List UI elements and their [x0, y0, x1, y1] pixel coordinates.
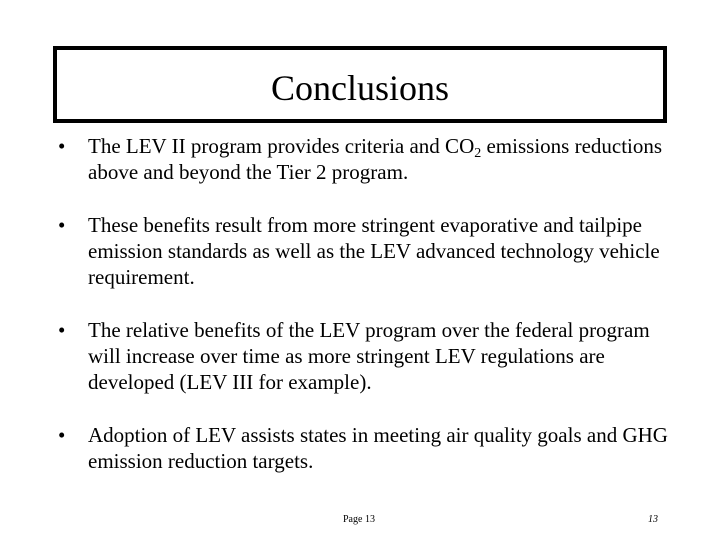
footer-page-label: Page 13 [343, 514, 375, 525]
bullet-dot: • [58, 213, 66, 237]
title-box [53, 46, 667, 123]
bullet-item-2 [56, 212, 676, 290]
bullet-item-1 [56, 133, 676, 185]
bullet-item-3 [56, 317, 676, 395]
bullet-text-1-part-a: The LEV II program provides criteria and CO [88, 134, 475, 158]
footer-slide-number: 13 [648, 514, 658, 525]
bullet-dot: • [58, 423, 66, 447]
bullet-text-3: The relative benefits of the LEV program over the federal program will increase over time as more stringent LEV regulations are developed (LEV III for example). [88, 318, 650, 394]
co2-subscript: 2 [474, 146, 482, 161]
bullet-text-4: Adoption of LEV assists states in meeting air quality goals and GHG emission reduction targets. [88, 423, 668, 473]
bullet-item-4 [56, 422, 676, 474]
bullet-text-2: These benefits result from more stringent evaporative and tailpipe emission standards as well as the LEV advanced technology vehicle requirement. [88, 213, 660, 289]
bullet-dot: • [58, 134, 66, 158]
bullet-text-1-part-b: emissions reductions above and beyond the Tier 2 program. [88, 134, 663, 184]
slide-title: Conclusions [270, 67, 449, 108]
bullet-list [56, 133, 676, 501]
bullet-dot: • [58, 318, 66, 342]
